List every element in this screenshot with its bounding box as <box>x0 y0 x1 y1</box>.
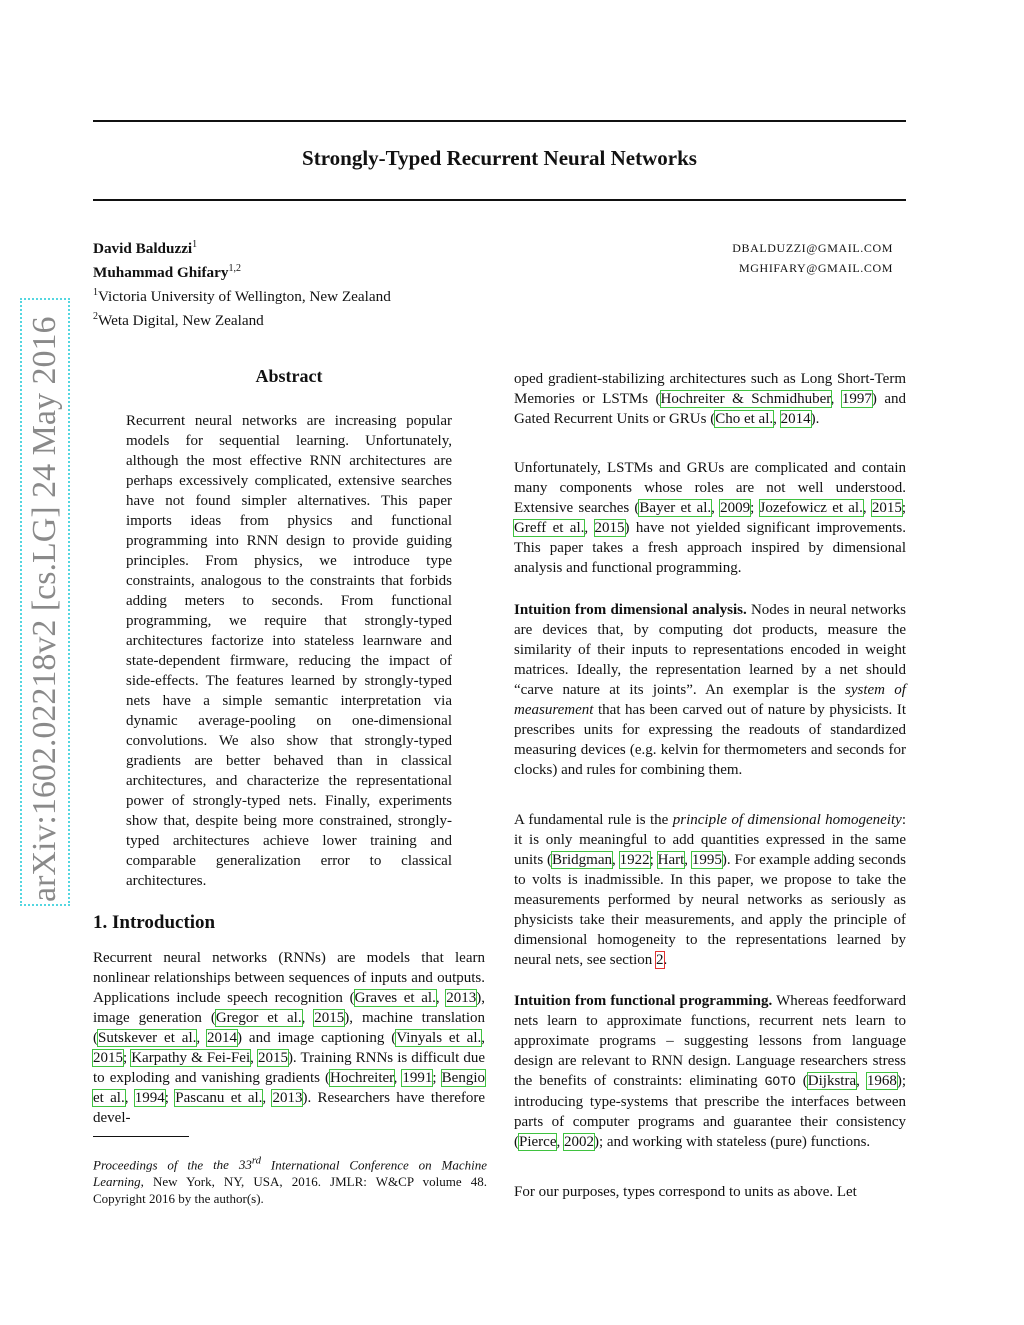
citation-link[interactable]: Vinyals et al. <box>396 1030 482 1046</box>
citation-link[interactable]: Jozefowicz et al. <box>759 500 863 516</box>
citation-link[interactable]: Hochreiter & Schmidhuber <box>660 391 831 407</box>
author-emails <box>732 238 893 278</box>
citation-link[interactable]: 2015 <box>93 1050 123 1066</box>
footnote: Proceedings of the the 33rd International Conference on Machine Learning, New York, NY, USA, 2016. JMLR: W&CP volume 48. Copyright 2016 by the author(s). <box>93 1155 487 1207</box>
author-email[interactable]: MGHIFARY@GMAIL.COM <box>739 261 893 275</box>
abstract-heading: Abstract <box>255 366 323 386</box>
citation-link[interactable]: 1995 <box>691 852 722 868</box>
citation-link[interactable]: 1968 <box>866 1073 897 1089</box>
author-block: David Balduzzi$^1$ Muhammad Ghifary$^{1,2}$ $^1$Victoria University of Wellington, New Zealand $^2$Weta Digital, New Zealand <box>93 239 391 330</box>
author-name: Muhammad Ghifary <box>93 264 229 282</box>
citation-link[interactable]: 2013 <box>272 1090 303 1106</box>
title-bottom-rule <box>93 199 906 201</box>
citation-link[interactable]: Greff et al. <box>514 520 585 536</box>
footnote-rule <box>93 1136 189 1137</box>
citation-link[interactable]: Cho et al. <box>715 411 774 427</box>
citation-link[interactable]: Bengio et al. <box>93 1070 485 1106</box>
citation-link[interactable]: Graves et al. <box>354 990 436 1006</box>
paragraph-heading: Intuition from dimensional analysis. <box>514 602 747 618</box>
author-name: David Balduzzi <box>93 240 193 258</box>
affiliation: $^1$Victoria University of Wellington, New Zealand <box>93 287 391 306</box>
body-paragraph: Intuition from functional programming. Whereas feedforward nets learn to approximate functions, recurrent nets learn to approximate programs – suggesting lessons from language design are relevant to RNN design. Language researchers stress the benefits of constraints: eliminating GOTO (Dijkstra, 1968); introducing type-systems that prescribe the interfaces between parts of computer programs and guarantee their consistency (Pierce, 2002); and working with stateless (pure) functions. <box>514 993 907 1150</box>
citation-link[interactable]: 2015 <box>594 520 625 536</box>
body-paragraph: oped gradient-stabilizing architectures such as Long Short-Term Memories or LSTMs (Hochreiter & Schmidhuber, 1997) and Gated Recurrent Units or GRUs (Cho et al., 2014). <box>514 371 907 427</box>
citation-link[interactable]: 2014 <box>780 411 811 427</box>
paper-title: Strongly-Typed Recurrent Neural Networks <box>302 146 697 170</box>
title-top-rule <box>93 120 906 122</box>
abstract-text: Recurrent neural networks are increasing popular models for sequential learning. Unfortunately, although the most effective RNN architectures are perhaps excessively complicated, extensive searches have not found simpler alternatives. This paper imports ideas from physics and functional programming into RNN design to provide guiding principles. From physics, we introduce type constraints, analogous to the constraints that forbids adding meters to seconds. From functional programming, we require that strongly-typed architectures factorize into stateless learnware and state-dependent firmware, reducing the impact of side-effects. The features learned by strongly-typed nets have a simple semantic interpretation via dynamic average-pooling on one-dimensional convolutions. We also show that strongly-typed gradients are better behaved than in classical architectures, and characterize the representational power of strongly-typed nets. Finally, experiments show that, despite being more constrained, strongly-typed architectures achieve lower training and comparable generalization error to classical architectures. <box>126 413 452 889</box>
citation-link[interactable]: Dijkstra <box>807 1073 857 1089</box>
body-paragraph: Unfortunately, LSTMs and GRUs are complicated and contain many components whose roles are not well understood. Extensive searches (Bayer et al., 2009; Jozefowicz et al., 2015; Greff et al., 2015) have not yielded significant improvements. This paper takes a fresh approach inspired by dimensional analysis and functional programming. <box>514 460 906 576</box>
citation-link[interactable]: 1922 <box>619 852 650 868</box>
citation-link[interactable]: 2009 <box>720 500 751 516</box>
body-paragraph: Intuition from dimensional analysis. Nodes in neural networks are devices that, by computing dot products, measure the similarity of their inputs to representations encoded in weight matrices. Ideally, the representation learned by a net should “carve nature at its joints”. An exemplar is the system of measurement that has been carved out of nature by physicists. It prescribes units for expressing the readouts of standardized measuring devices (e.g. kelvin for thermometers and seconds for clocks) and rules for combining them. <box>514 602 906 778</box>
citation-link[interactable]: Pierce <box>519 1134 557 1150</box>
citation-link[interactable]: Bayer et al. <box>639 500 712 516</box>
citation-link[interactable]: Pascanu et al. <box>175 1090 263 1106</box>
citation-link[interactable]: Hart <box>657 852 685 868</box>
section-heading-introduction: 1. Introduction <box>93 912 216 933</box>
citation-link[interactable]: Hochreiter <box>330 1070 394 1086</box>
author-email[interactable]: DBALDUZZI@GMAIL.COM <box>732 241 893 255</box>
arxiv-side-stamp[interactable]: arXiv:1602.02218v2 [cs.LG] 24 May 2016 <box>24 302 66 902</box>
paragraph-heading: Intuition from functional programming. <box>514 993 773 1009</box>
affiliation: $^2$Weta Digital, New Zealand <box>93 311 264 330</box>
citation-link[interactable]: 2014 <box>207 1030 238 1046</box>
citation-link[interactable]: 2015 <box>314 1010 345 1026</box>
citation-link[interactable]: Karpathy & Fei-Fei <box>131 1050 251 1066</box>
citation-link[interactable]: 2013 <box>446 990 477 1006</box>
intro-paragraph: Recurrent neural networks (RNNs) are models that learn nonlinear relationships between sequences of inputs and outputs. Applications include speech recognition (Graves et al., 2013), image generation (Gregor et al., 2015), machine translation (Sutskever et al., 2014) and image captioning (Vinyals et al., 2015; Karpathy & Fei-Fei, 2015). Training RNNs is difficult due to exploding and vanishing gradients (Hochreiter, 1991; Bengio et al., 1994; Pascanu et al., 2013). Researchers have therefore devel- <box>93 950 486 1126</box>
body-paragraph: For our purposes, types correspond to units as above. Let <box>514 1184 857 1200</box>
body-paragraph: A fundamental rule is the principle of dimensional homogeneity: it is only meaningful to add quantities expressed in the same units (Bridgman, 1922; Hart, 1995). For example adding seconds to volts is inadmissible. In this paper, we propose to take the measurements performed by neural networks as seriously as physicists take their measurements, and apply the principle of dimensional homogeneity to the representations learned by neural nets, see section 2. <box>514 812 907 968</box>
citation-link[interactable]: 2015 <box>257 1050 288 1066</box>
citation-link[interactable]: 2015 <box>871 500 902 516</box>
citation-link[interactable]: Gregor et al. <box>215 1010 302 1026</box>
citation-link[interactable]: 1991 <box>402 1070 433 1086</box>
section-ref-link[interactable]: 2 <box>656 952 664 968</box>
citation-link[interactable]: 2002 <box>563 1134 594 1150</box>
citation-link[interactable]: 1994 <box>134 1090 165 1106</box>
citation-link[interactable]: Sutskever et al. <box>98 1030 197 1046</box>
citation-link[interactable]: 1997 <box>841 391 872 407</box>
citation-link[interactable]: Bridgman <box>552 852 613 868</box>
